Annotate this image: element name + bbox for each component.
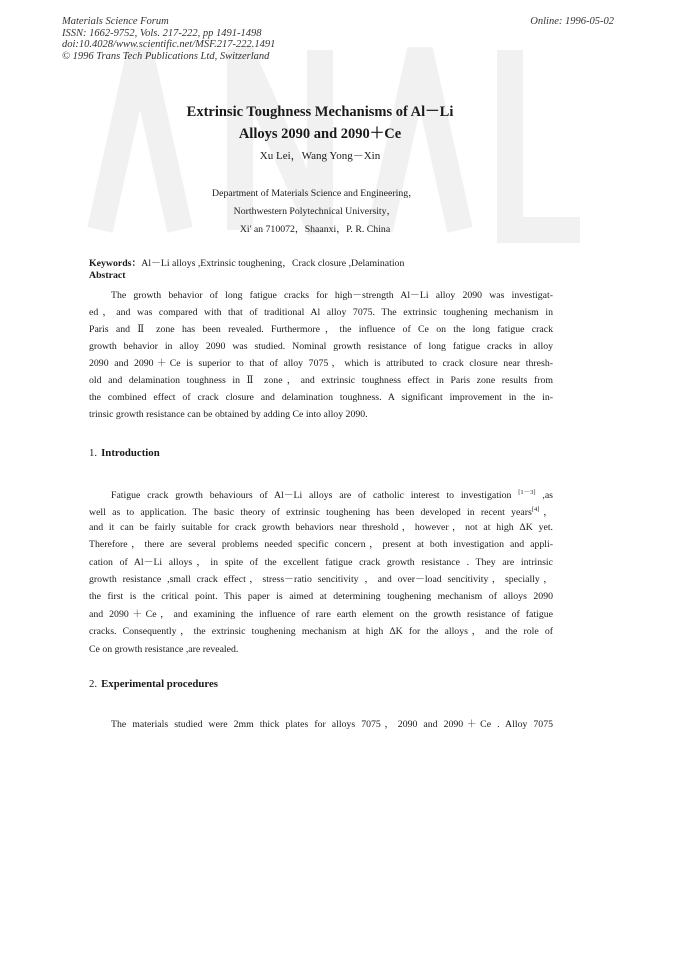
publication-header xyxy=(62,16,275,62)
abstract-line: The growth behavior of long fatigue cracks for high－strength Al－Li alloy 2090 was investigat- xyxy=(111,290,553,301)
abstract-line: old and delamination toughness in Ⅱ zone，and extrinsic toughness effect in Paris zone results from xyxy=(89,375,553,386)
abstract-line: trinsic growth resistance can be obtained by adding Ce into alloy 2090. xyxy=(89,409,368,420)
keywords-label: Keywords： xyxy=(89,258,142,269)
experimental-body xyxy=(89,716,553,733)
authors: Xu Lei，Wang Yong－Xin xyxy=(259,150,381,162)
section-heading-introduction xyxy=(89,447,160,459)
abstract-line: Paris and Ⅱ zone has been revealed. Furthermore，the influence of Ce on the long fatigue crack xyxy=(89,324,553,335)
online-date: Online: 1996-05-02 xyxy=(530,16,614,27)
abstract-line: ed，and was compared with that of traditional Al alloy 7075. The extrinsic toughening mechanism in xyxy=(89,307,553,318)
abstract-line: 2090 and 2090＋Ce is superior to that of alloy 7075，which is attributed to crack closure near thresh- xyxy=(89,358,553,369)
journal-name: Materials Science Forum xyxy=(62,16,169,27)
introduction-body xyxy=(89,484,553,658)
experimental-line: The materials studied were 2mm thick plates for alloys 7075，2090 and 2090＋Ce . Alloy 7075 xyxy=(111,719,553,730)
affiliation-address: Xi' an 710072，Shaanxi，P. R. China xyxy=(239,224,391,235)
affiliation-department: Department of Materials Science and Engineering， xyxy=(212,188,418,199)
abstract-line: the combined effect of crack closure and delamination toughness. A significant improvement in the in- xyxy=(89,392,553,403)
intro-line: Ce on growth resistance ,are revealed. xyxy=(89,643,239,655)
abstract-body xyxy=(89,287,553,423)
intro-line: cation of Al－Li alloys，in spite of the excellent fatigue crack growth resistance . They are intrinsic xyxy=(89,556,553,568)
intro-line: cracks. Consequently，the extrinsic toughening mechanism at high ΔK for the alloys，and the role of xyxy=(89,626,553,638)
affiliation-university: Northwestern Polytechnical University， xyxy=(233,206,397,217)
paper-title-line-2: Alloys 2090 and 2090＋Ce xyxy=(238,126,402,142)
issn-line: ISSN: 1662-9752, Vols. 217-222, pp 1491-1498 xyxy=(62,27,262,39)
section-number: 2. xyxy=(89,678,98,690)
intro-line: well as to application. The basic theory of extrinsic toughening has been developed in recent years[4]， xyxy=(89,506,554,519)
copyright-line: © 1996 Trans Tech Publications Ltd, Switzerland xyxy=(62,50,270,62)
abstract-line: growth behavior in alloy 2090 was studied. Nominal growth resistance of long fatigue cracks in alloy xyxy=(89,341,553,352)
paper-title-line-1: Extrinsic Toughness Mechanisms of Al－Li xyxy=(186,104,454,120)
citation-ref[interactable]: [4] xyxy=(531,506,540,514)
intro-line: Fatigue crack growth behaviours of Al－Li alloys are of catholic interest to investigation [1－3] ,as xyxy=(111,489,553,501)
keywords-text: Al－Li alloys ,Extrinsic toughening，Crack closure ,Delamination xyxy=(141,258,405,269)
intro-line: the first is the critical point. This paper is aimed at determining toughening mechanism of alloys 2090 xyxy=(89,591,553,603)
intro-line: Therefore，there are several problems needed specific concern，present at both investigation and appli- xyxy=(89,539,553,551)
section-number: 1. xyxy=(89,447,98,459)
doi-line[interactable]: doi:10.4028/www.scientific.net/MSF.217-222.1491 xyxy=(62,39,276,51)
intro-line: growth resistance ,small crack effect，stress－ratio sencitivity ，and over－load sencitivity，specially， xyxy=(89,573,553,585)
section-title: Introduction xyxy=(101,447,160,459)
keywords xyxy=(89,255,404,269)
intro-line: and it can be fairly suitable for crack growth behaviors near threshold，however，not at high ΔK yet. xyxy=(89,521,553,533)
section-title: Experimental procedures xyxy=(101,678,218,690)
citation-ref[interactable]: [1－3] xyxy=(518,489,536,496)
abstract-label: Abstract xyxy=(89,270,126,281)
intro-line: and 2090＋Ce，and examining the influence of rare earth element on the growth resistance of fatigue xyxy=(89,608,553,620)
section-heading-experimental xyxy=(89,678,218,690)
